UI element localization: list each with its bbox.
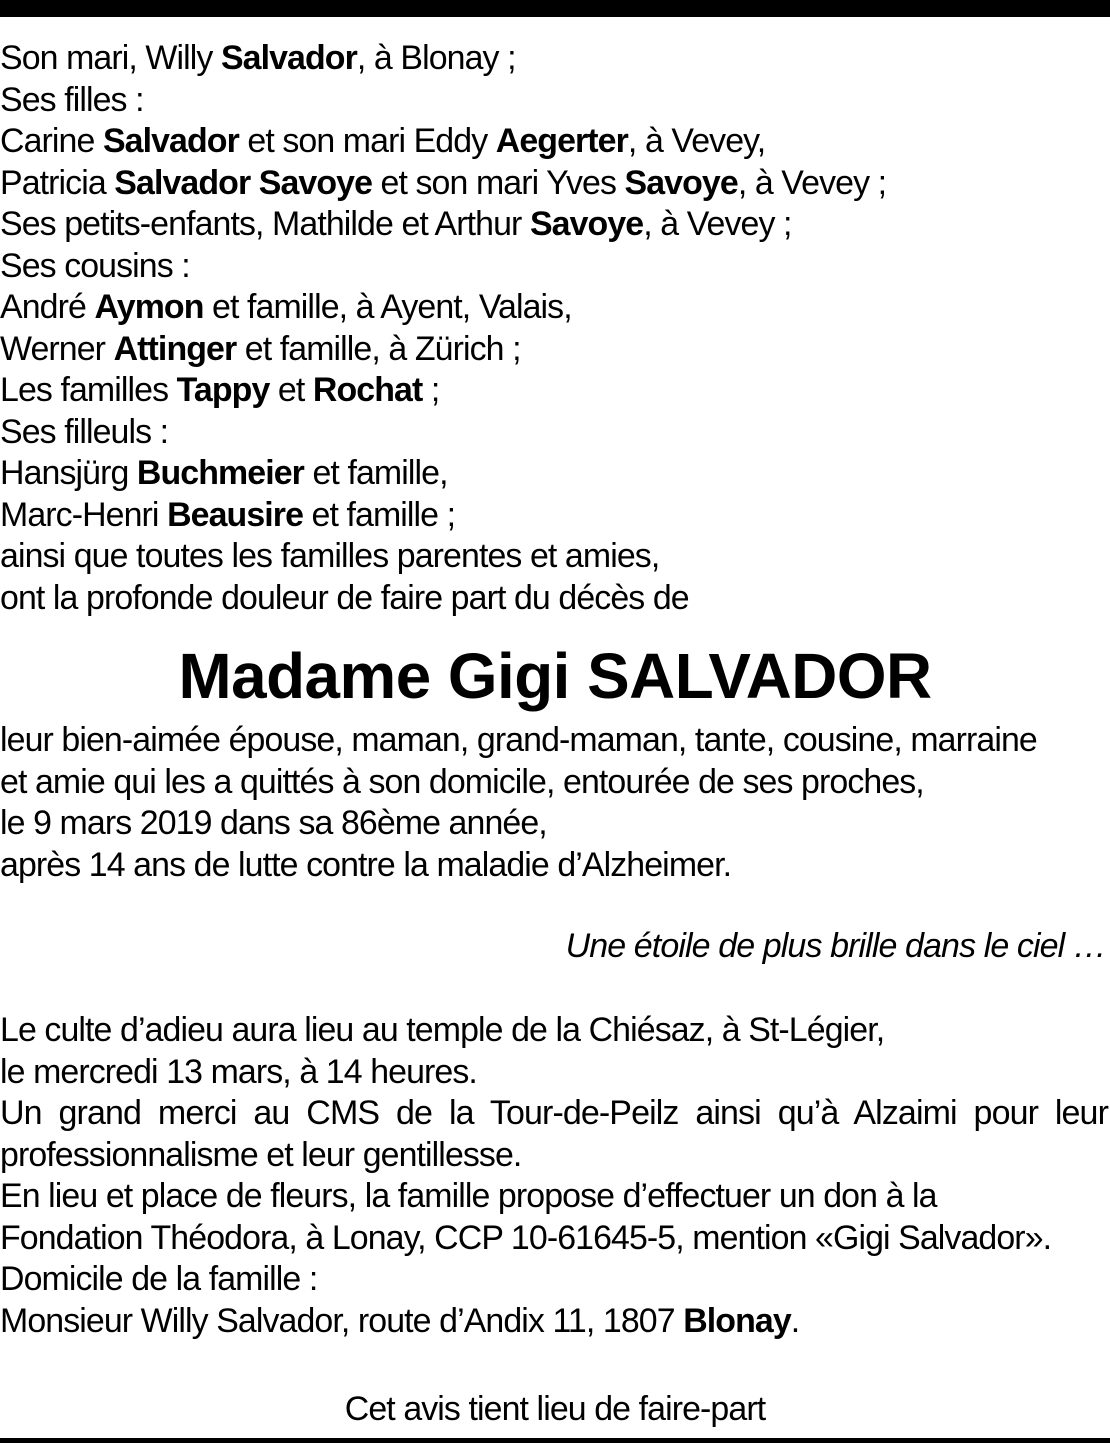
surname: Attinger	[113, 329, 237, 368]
surname: Savoye	[624, 163, 738, 202]
text-segment: ont la profonde douleur de faire part du décès de	[0, 578, 689, 617]
family-list	[0, 38, 1110, 619]
epitaph-quote: Une étoile de plus brille dans le ciel …	[565, 927, 1106, 965]
surname: Blonay	[683, 1301, 791, 1340]
text-segment: Werner	[0, 329, 114, 368]
text-segment: ;	[422, 371, 440, 409]
text-segment: et son mari Yves	[372, 163, 625, 202]
text-segment: Marc-Henri	[0, 495, 168, 534]
details-line	[0, 1052, 1106, 1094]
text-segment: et famille,	[303, 454, 448, 492]
details-line	[0, 1093, 1108, 1135]
family-line	[0, 495, 1106, 537]
text-segment: Patricia	[0, 163, 115, 202]
text-segment: Ses petits-enfants, Mathilde et Arthur	[0, 205, 530, 243]
text-segment: Fondation Théodora, à Lonay, CCP 10-61645-5, mention «Gigi Salvador».	[0, 1218, 1052, 1257]
text-segment: Un grand merci au CMS de la Tour-de-Peilz ainsi qu’à Alzaimi pour leur	[0, 1094, 1108, 1132]
text-segment: et son mari Eddy	[238, 122, 496, 160]
tribute-text	[0, 720, 1110, 886]
footer-note: Cet avis tient lieu de faire-part	[344, 1390, 766, 1428]
text-segment: Domicile de la famille :	[0, 1260, 318, 1298]
family-line	[0, 287, 1106, 329]
family-line	[0, 412, 1106, 454]
family-line	[0, 163, 1106, 205]
text-segment: Le culte d’adieu aura lieu au temple de la Chiésaz, à St-Légier,	[0, 1011, 885, 1049]
family-line	[0, 578, 1106, 620]
text-segment: Ses filleuls :	[0, 412, 169, 451]
details-line	[0, 1259, 1106, 1301]
details-line	[0, 1218, 1106, 1260]
text-segment: Les familles	[0, 371, 177, 409]
details-line	[0, 1176, 1106, 1218]
tribute-line: et amie qui les a quittés à son domicile, entourée de ses proches,	[0, 762, 924, 801]
top-rule	[0, 0, 1110, 17]
text-segment: , à Vevey ;	[737, 163, 887, 202]
surname: Aymon	[94, 288, 204, 326]
surname: Savoye	[529, 205, 644, 243]
surname: Beausire	[167, 495, 304, 534]
details-line	[0, 1010, 1106, 1052]
text-segment: et famille, à Ayent, Valais,	[203, 288, 572, 326]
family-line	[0, 38, 1106, 80]
text-segment: Ses cousins :	[0, 246, 190, 285]
text-segment: et famille, à Zürich ;	[236, 329, 521, 368]
details-line	[0, 1135, 1106, 1177]
surname: Salvador	[102, 122, 239, 160]
details-line	[0, 1301, 1106, 1343]
tribute-line: leur bien-aimée épouse, maman, grand-maman, tante, cousine, marraine	[0, 721, 1037, 759]
text-segment: .	[790, 1301, 800, 1340]
family-line	[0, 536, 1106, 578]
surname: Salvador	[220, 39, 357, 77]
family-line	[0, 453, 1106, 495]
surname: Salvador Savoye	[114, 163, 373, 202]
text-segment: , à Vevey,	[627, 122, 766, 160]
text-segment: , à Blonay ;	[356, 39, 516, 77]
text-segment: et famille ;	[303, 495, 456, 534]
text-segment: Carine	[0, 122, 103, 160]
text-segment: En lieu et place de fleurs, la famille propose d’effectuer un don à la	[0, 1177, 937, 1215]
text-segment: , à Vevey ;	[643, 205, 792, 243]
text-segment: le mercredi 13 mars, à 14 heures.	[0, 1052, 477, 1091]
text-segment: Hansjürg	[0, 454, 137, 492]
family-line	[0, 329, 1106, 371]
surname: Buchmeier	[136, 454, 304, 492]
text-segment: et	[269, 371, 313, 409]
tribute-line: le 9 mars 2019 dans sa 86ème année,	[0, 804, 547, 842]
family-line	[0, 246, 1106, 288]
surname: Tappy	[176, 371, 270, 409]
ceremony-details	[0, 1010, 1110, 1342]
deceased-name: Madame Gigi SALVADOR	[178, 640, 932, 712]
family-line	[0, 204, 1106, 246]
tribute-line: après 14 ans de lutte contre la maladie d’Alzheimer.	[0, 845, 732, 884]
family-line	[0, 121, 1106, 163]
surname: Aegerter	[495, 122, 628, 160]
text-segment: Son mari, Willy	[0, 39, 221, 77]
text-segment: André	[0, 288, 95, 326]
family-line	[0, 80, 1106, 122]
bottom-rule	[0, 1438, 1110, 1443]
text-segment: Monsieur Willy Salvador, route d’Andix 11, 1807	[0, 1301, 684, 1340]
text-segment: professionnalisme et leur gentillesse.	[0, 1135, 522, 1174]
text-segment: Ses filles :	[0, 80, 144, 119]
text-segment: ainsi que toutes les familles parentes et amies,	[0, 537, 660, 575]
surname: Rochat	[312, 371, 423, 409]
family-line	[0, 370, 1106, 412]
